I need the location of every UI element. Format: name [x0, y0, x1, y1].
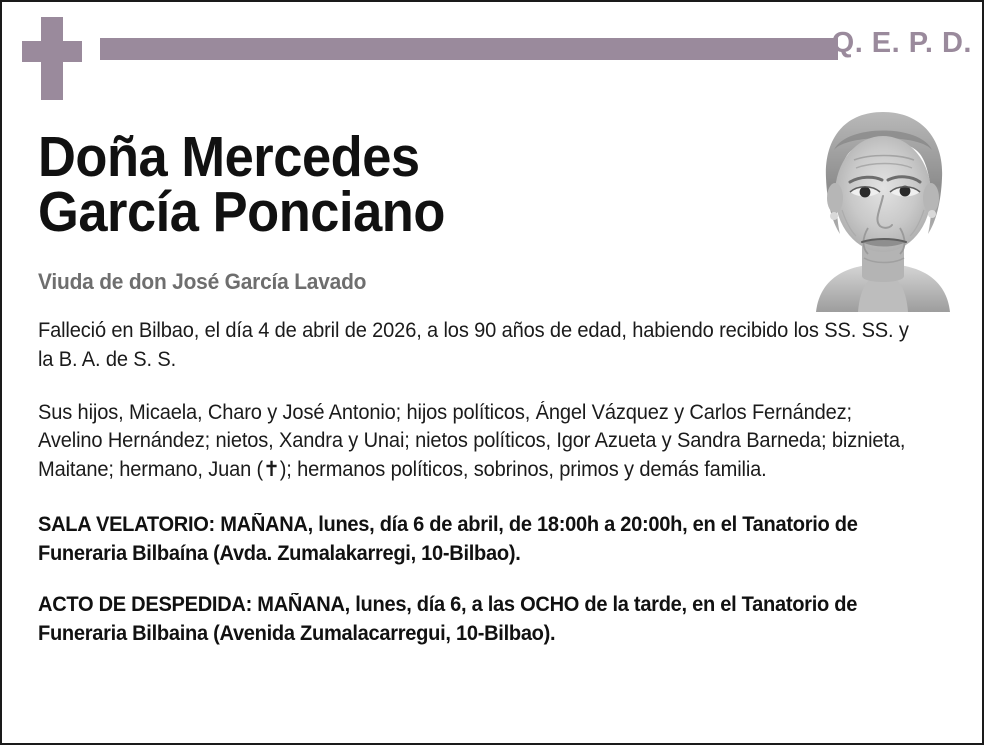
cross-horizontal-bar [22, 41, 82, 62]
sala-velatorio-paragraph: SALA VELATORIO: MAÑANA, lunes, día 6 de abril, de 18:00h a 20:00h, en el Tanatorio de Funeraria Bilbaína (Avda. Zumalakarregi, 10-Bilbao). [38, 513, 858, 566]
qepd-label: Q. E. P. D. [831, 27, 972, 59]
widow-of-label: Viuda de don José García Lavado [38, 268, 367, 294]
cross-icon [22, 17, 82, 100]
death-notice-paragraph: Falleció en Bilbao, el día 4 de abril de 2026, a los 90 años de edad, habiendo recibido los SS. SS. y la B. A. de S. S. [38, 318, 909, 371]
deceased-name-line-1: Doña Mercedes [38, 125, 420, 189]
acto-despedida-paragraph: ACTO DE DESPEDIDA: MAÑANA, lunes, día 6, a las OCHO de la tarde, en el Tanatorio de Funeraria Bilbaina (Avenida Zumalacarregui, 10-Bilbao). [38, 593, 858, 646]
family-paragraph: Sus hijos, Micaela, Charo y José Antonio; hijos políticos, Ángel Vázquez y Carlos Fernández; Avelino Hernández; nietos, Xandra y Unai; nietos políticos, Igor Azueta y Sandra Barneda; biznieta, Maitane; hermano, Juan (✝); hermanos políticos, sobrinos, primos y demás familia. [38, 400, 906, 482]
header-rule [100, 38, 838, 60]
deceased-name-line-2: García Ponciano [38, 180, 445, 245]
notice-content [38, 125, 950, 649]
page-title [38, 125, 719, 245]
notice-header [2, 2, 984, 102]
